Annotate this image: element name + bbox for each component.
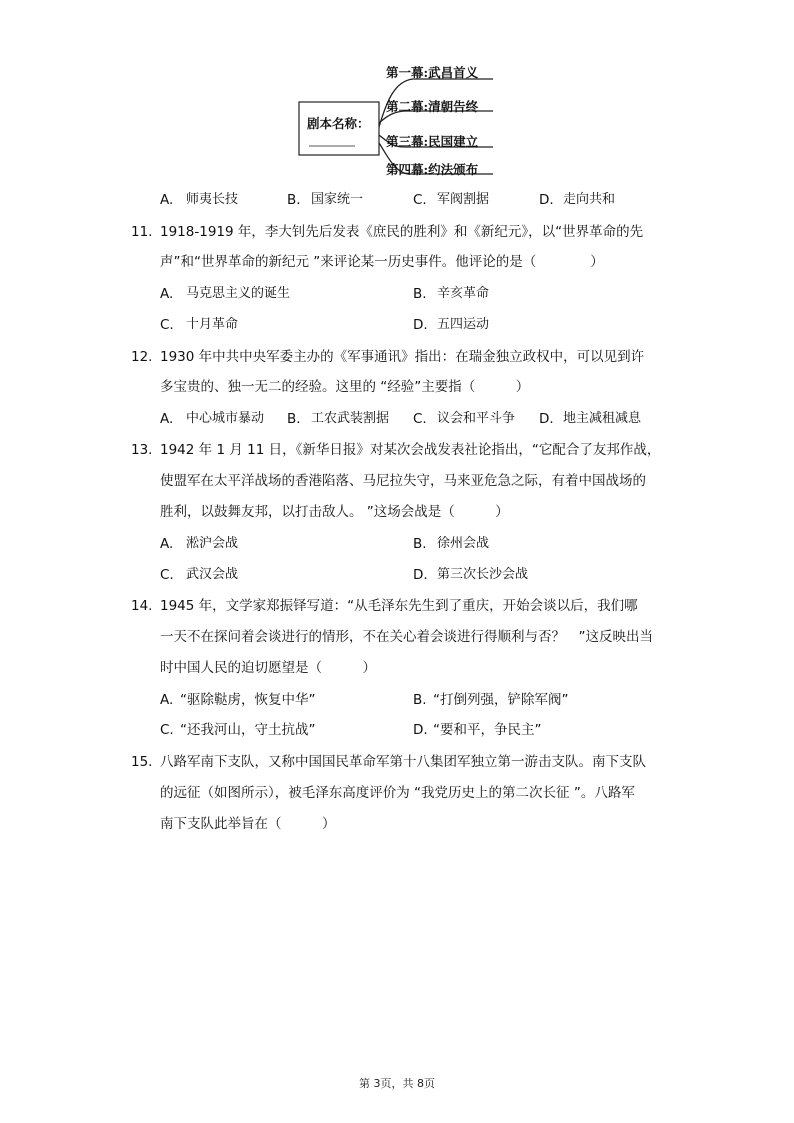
option-text: 军阀割据 bbox=[437, 192, 490, 207]
option-letter: B. bbox=[413, 536, 427, 552]
option-text: 武汉会战 bbox=[186, 567, 239, 582]
page-footer bbox=[0, 1075, 794, 1091]
option-letter: C. bbox=[160, 317, 174, 333]
option-text: 师夷长技 bbox=[186, 192, 239, 207]
option-letter: D. bbox=[413, 567, 428, 583]
option-text: 辛亥革命 bbox=[437, 286, 490, 301]
option-letter: C. bbox=[413, 192, 427, 208]
question-text-line: 南下支队此举旨在（ ） bbox=[160, 816, 336, 832]
question-text-line: 声”和“世界革命的新纪元 ”来评论某一历史事件。他评论的是（ ） bbox=[160, 254, 604, 270]
option-text: 中心城市暴动 bbox=[186, 411, 265, 426]
option-letter: D. bbox=[539, 411, 554, 427]
option-text: 十月革命 bbox=[186, 317, 239, 332]
option-letter: C. bbox=[160, 722, 174, 738]
title-label: 剧本名称： bbox=[307, 116, 370, 131]
option-text: “要和平，争民主” bbox=[433, 722, 542, 738]
question-text-line: 多宝贵的、独一无二的经验。这里的 “经验”主要指（ ） bbox=[160, 379, 530, 395]
option-letter: D. bbox=[413, 317, 428, 333]
scene-4: 第四幕:约法颁布 bbox=[386, 162, 479, 177]
question-text-line: 1918-1919 年，李大钊先后发表《庶民的胜利》和《新纪元》，以“世界革命的先 bbox=[160, 224, 644, 240]
option-text: 马克思主义的诞生 bbox=[186, 286, 291, 301]
scene-3: 第三幕:民国建立 bbox=[386, 134, 479, 149]
option-text: 地主减租减息 bbox=[563, 411, 642, 426]
option-text: 淞沪会战 bbox=[186, 536, 239, 551]
option-letter: C. bbox=[413, 411, 427, 427]
question-text-line: 1942 年 1 月 11 日，《新华日报》对某次会战发表社论指出，“它配合了友邦作战， bbox=[160, 442, 661, 458]
option-letter: A. bbox=[160, 411, 174, 427]
option-letter: B. bbox=[287, 411, 301, 427]
question-text-line: 时中国人民的迫切愿望是（ ） bbox=[160, 660, 376, 676]
question-text-line: 的远征（如图所示），被毛泽东高度评价为 “我党历史上的第二次长征 ”。八路军 bbox=[160, 785, 635, 801]
option-letter: C. bbox=[160, 567, 174, 583]
question-number: 15. bbox=[131, 754, 153, 770]
page-number: 第 3页，共 8页 bbox=[359, 1077, 435, 1090]
option-text: “驱除鞑虏，恢复中华” bbox=[180, 692, 316, 708]
option-text: 第三次长沙会战 bbox=[437, 567, 529, 582]
option-text: 工农武装割据 bbox=[311, 411, 390, 426]
option-text: 议会和平斗争 bbox=[437, 411, 516, 426]
option-letter: B. bbox=[413, 286, 427, 302]
option-text: 五四运动 bbox=[437, 317, 490, 332]
option-letter: D. bbox=[413, 722, 428, 738]
question-text-line: 1930 年中共中央军委主办的《军事通讯》指出：在瑞金独立政权中，可以见到许 bbox=[160, 349, 645, 365]
option-text: 徐州会战 bbox=[437, 536, 490, 551]
question-text-line: 八路军南下支队，又称中国国民革命军第十八集团军独立第一游击支队。南下支队 bbox=[160, 754, 646, 770]
question-text-line: 1945 年，文学家郑振铎写道：“从毛泽东先生到了重庆，开始会谈以后，我们哪 bbox=[160, 598, 638, 614]
question-text-line: 使盟军在太平洋战场的香港陷落、马尼拉失守，马来亚危急之际，有着中国战场的 bbox=[160, 473, 646, 489]
question-number: 12. bbox=[131, 349, 153, 365]
option-letter: A. bbox=[160, 286, 174, 302]
question-number: 13. bbox=[131, 442, 153, 458]
question-number: 11. bbox=[131, 224, 153, 240]
option-letter: A. bbox=[160, 192, 174, 208]
option-text: 走向共和 bbox=[563, 192, 616, 207]
option-letter: D. bbox=[539, 192, 554, 208]
option-letter: A. bbox=[160, 692, 174, 708]
option-letter: A. bbox=[160, 536, 174, 552]
scene-2: 第二幕:清朝告终 bbox=[386, 99, 479, 114]
option-letter: B. bbox=[413, 692, 427, 708]
option-text: “打倒列强，铲除军阀” bbox=[433, 692, 569, 708]
question-text-line: 胜利，以鼓舞友邦，以打击敌人。 ”这场会战是（ ） bbox=[160, 504, 509, 520]
option-text: “还我河山，守土抗战” bbox=[180, 722, 316, 738]
scene-1: 第一幕:武昌首义 bbox=[386, 65, 479, 80]
question-number: 14. bbox=[131, 598, 153, 614]
option-letter: B. bbox=[287, 192, 301, 208]
option-text: 国家统一 bbox=[311, 192, 364, 207]
question-text-line: 一天不在探问着会谈进行的情形，不在关心着会谈进行得顺利与否？ ”这反映出当 bbox=[160, 629, 653, 645]
